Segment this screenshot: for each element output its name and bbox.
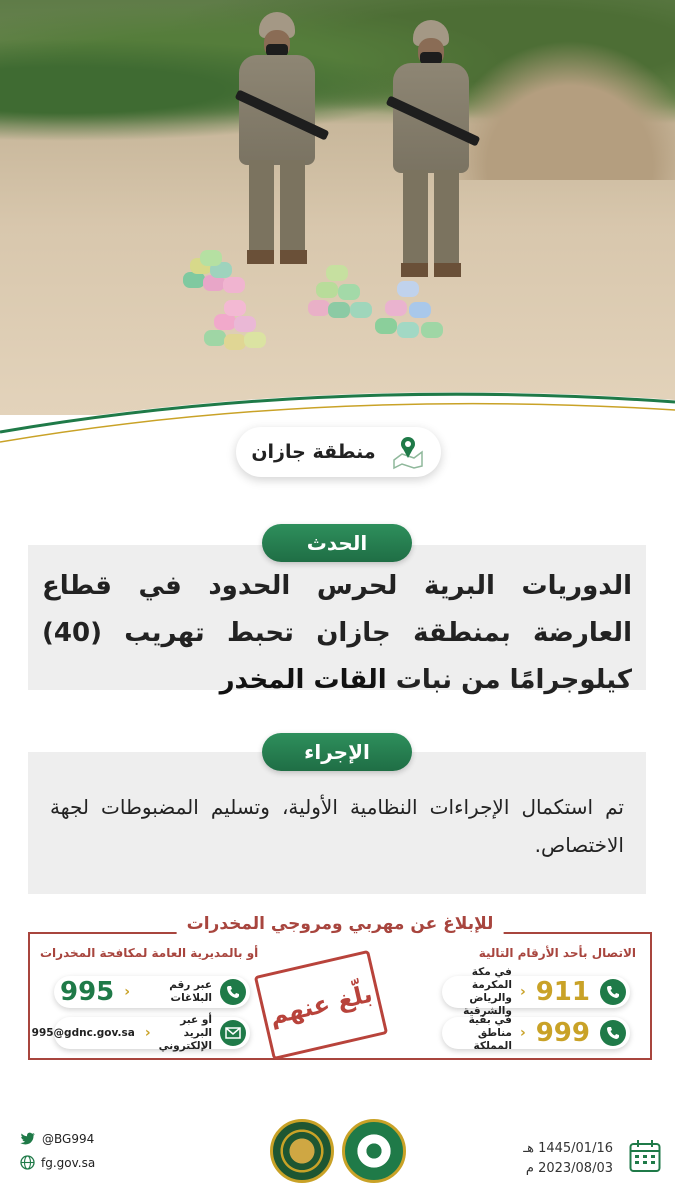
globe-icon bbox=[20, 1155, 35, 1170]
event-panel bbox=[28, 545, 646, 695]
phone-icon bbox=[600, 1020, 626, 1046]
action-text: تم استكمال الإجراءات النظامية الأولية، وتسليم المضبوطات لجهة الاختصاص. bbox=[50, 795, 624, 857]
email-address[interactable]: 995@gdnc.gov.sa bbox=[31, 1027, 135, 1039]
twitter-icon bbox=[20, 1132, 36, 1146]
email-icon bbox=[220, 1020, 246, 1046]
calendar-icon bbox=[629, 1139, 661, 1173]
event-text bbox=[42, 563, 632, 704]
hotline-card-911[interactable] bbox=[442, 966, 630, 1017]
event-body: الدوريات البرية لحرس الحدود في قطاع العارضة بمنطقة جازان تحبط تهريب (40) كيلوجرامًا من نبات bbox=[42, 571, 632, 695]
website-link[interactable] bbox=[20, 1155, 95, 1170]
website-url: fg.gov.sa bbox=[41, 1155, 96, 1170]
seized-bundle-1 bbox=[178, 250, 258, 300]
chevron-left-icon: ‹ bbox=[519, 984, 526, 1000]
report-right-subtitle: الاتصال بأحد الأرقام التالية bbox=[478, 946, 636, 960]
event-header bbox=[262, 524, 412, 562]
hotline-card-999[interactable] bbox=[442, 1013, 630, 1052]
hotline-number: 995 bbox=[60, 977, 115, 1007]
report-left-subtitle: أو بالمديرية العامة لمكافحة المخدرات bbox=[40, 946, 259, 960]
border-guard-emblem bbox=[270, 1119, 334, 1183]
twitter-link[interactable] bbox=[20, 1132, 94, 1146]
seized-bundle-2 bbox=[202, 300, 282, 355]
action-header-label: الإجراء bbox=[304, 740, 370, 764]
twitter-handle: @BG994 bbox=[42, 1132, 95, 1146]
hotline-label: في مكة المكرمة والرياض والشرقية bbox=[463, 966, 512, 1017]
region-label: منطقة جازان bbox=[251, 441, 376, 463]
report-title: للإبلاغ عن مهربي ومروجي المخدرات bbox=[177, 914, 504, 934]
soldier-left bbox=[222, 10, 332, 270]
region-badge bbox=[236, 427, 441, 477]
event-bold-tail: القات المخدر bbox=[219, 665, 387, 695]
chevron-left-icon: ‹ bbox=[519, 1025, 526, 1041]
saudi-emblem bbox=[342, 1119, 406, 1183]
hotline-label: عبر رقم البلاغات bbox=[169, 979, 212, 1004]
action-panel bbox=[28, 752, 646, 894]
seized-bundle-3 bbox=[306, 262, 386, 324]
action-header bbox=[262, 733, 412, 771]
hero-photo bbox=[0, 0, 675, 415]
event-header-label: الحدث bbox=[306, 531, 368, 555]
soldier-right bbox=[378, 18, 488, 283]
chevron-left-icon: ‹ bbox=[144, 1025, 151, 1041]
hotline-number: 999 bbox=[535, 1018, 590, 1048]
phone-icon bbox=[600, 979, 626, 1005]
hijri-date: 1445/01/16 هـ bbox=[523, 1141, 613, 1156]
seized-bundle-4 bbox=[375, 278, 465, 343]
chevron-left-icon: ‹ bbox=[124, 984, 131, 1000]
hotline-card-995[interactable] bbox=[54, 976, 250, 1008]
footer bbox=[0, 1115, 675, 1200]
email-card[interactable] bbox=[31, 1013, 250, 1052]
hotline-label: في بقية مناطق المملكة bbox=[468, 1013, 512, 1052]
gregorian-date: 2023/08/03 م bbox=[525, 1161, 613, 1176]
stamp-text: بلّغ عنهم bbox=[266, 979, 376, 1031]
map-pin-icon bbox=[390, 434, 426, 470]
hotline-number: 911 bbox=[535, 977, 590, 1007]
phone-icon bbox=[220, 979, 246, 1005]
email-label: أو عبر البريد الإلكتروني bbox=[158, 1013, 212, 1052]
